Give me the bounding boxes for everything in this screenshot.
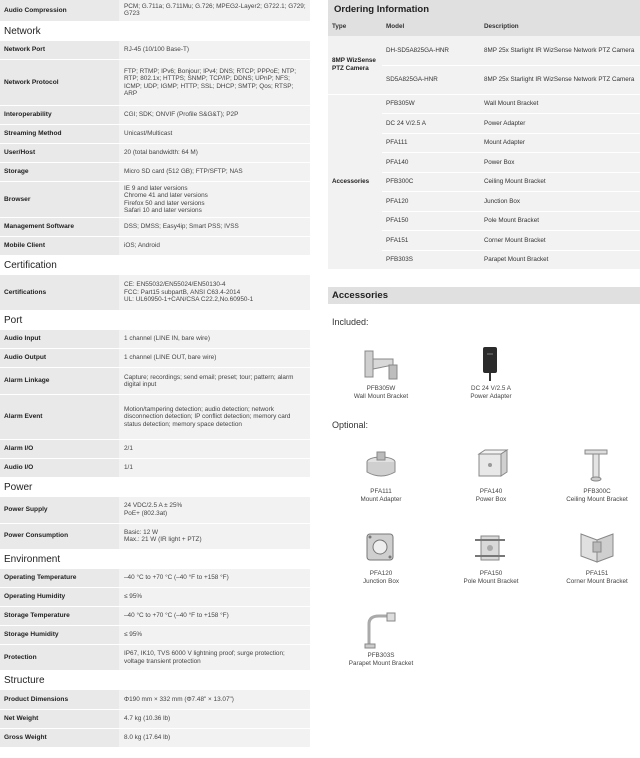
spec-row <box>0 41 310 60</box>
parapet-mount-icon <box>359 612 403 650</box>
description-cell: 8MP 25x Starlight IR WizSense Network PTZ Camera <box>480 65 640 94</box>
spec-label: Product Dimensions <box>0 690 119 709</box>
description-cell: Junction Box <box>480 192 640 212</box>
spec-value: 24 VDC/2.5 A ± 25% PoE+ (802.3at) <box>119 497 310 523</box>
accessory-name: Junction Box <box>362 577 400 585</box>
description-cell: Mount Adapter <box>480 133 640 153</box>
spec-label: Alarm Linkage <box>0 368 119 395</box>
model-cell: SD5A825GA-HNR <box>382 65 480 94</box>
spec-label: Alarm I/O <box>0 440 119 459</box>
section-title: Structure <box>4 675 45 686</box>
table-row <box>328 36 640 65</box>
spec-value: Capture; recordings; send email; preset; tour; pattern; alarm digital input <box>119 368 310 395</box>
spec-row <box>0 497 310 523</box>
spec-value: FTP; RTMP; IPv6; Bonjour; IPv4; DNS; RTCP; PPPoE; NTP; RTP; 802.1x; HTTPS; SNMP; TCP/IP; DDNS; UPnP; NFS; ICMP; UDP; IGMP; HTTP; SSL; DHCP; SMTP; Qos; RTSP; ARP <box>119 60 310 106</box>
spec-value: 1 channel (LINE OUT, bare wire) <box>119 349 310 368</box>
spec-table <box>0 41 310 257</box>
spec-row <box>0 523 310 549</box>
spec-value: 8.0 kg (17.64 lb) <box>119 728 310 747</box>
spec-label: Operating Humidity <box>0 588 119 607</box>
spec-table <box>0 275 310 311</box>
accessory-item <box>446 530 536 585</box>
accessory-name: Mount Adapter <box>360 495 402 503</box>
model-cell: PFB300C <box>382 172 480 192</box>
spec-value: ≤ 95% <box>119 588 310 607</box>
spec-table <box>0 497 310 550</box>
spec-row <box>0 0 310 21</box>
spec-table <box>0 330 310 479</box>
spec-label: Power Supply <box>0 497 119 523</box>
spec-value: ≤ 95% <box>119 626 310 645</box>
spec-row <box>0 349 310 368</box>
section-title: Environment <box>4 553 61 565</box>
ordering-column <box>328 0 640 667</box>
description-cell: Power Adapter <box>480 114 640 134</box>
accessory-name: Parapet Mount Bracket <box>348 659 414 667</box>
spec-value: Φ190 mm × 332 mm (Φ7.48" × 13.07") <box>119 690 310 709</box>
spec-row <box>0 690 310 709</box>
spec-value: –40 °C to +70 °C (–40 °F to +158 °F) <box>119 569 310 588</box>
spec-value: 4.7 kg (10.36 lb) <box>119 709 310 728</box>
spec-label: Power Consumption <box>0 523 119 549</box>
accessory-model: PFA150 <box>479 570 503 577</box>
accessory-item <box>336 448 426 503</box>
model-cell: PFA151 <box>382 231 480 251</box>
section-title: Network <box>4 25 41 37</box>
spec-row <box>0 163 310 182</box>
header-type: Type <box>328 18 382 36</box>
spec-value: 2/1 <box>119 440 310 459</box>
spec-label: Audio Output <box>0 349 119 368</box>
accessory-model: PFA111 <box>370 488 392 495</box>
spec-row <box>0 125 310 144</box>
spec-row <box>0 275 310 310</box>
spec-value: PCM; G.711a; G.711Mu; G.726; MPEG2-Layer2; G722.1; G729; G723 <box>119 0 310 21</box>
spec-label: Alarm Event <box>0 395 119 440</box>
spec-label: Net Weight <box>0 709 119 728</box>
model-cell: PFB305W <box>382 94 480 114</box>
ordering-header-row <box>328 18 640 36</box>
accessory-item <box>552 530 640 585</box>
spec-row <box>0 645 310 671</box>
spec-table <box>0 569 310 672</box>
spec-value: 1/1 <box>119 459 310 478</box>
model-cell: PFA140 <box>382 153 480 173</box>
model-cell: DH-SD5A825GA-HNR <box>382 36 480 65</box>
spec-table-top <box>0 0 310 22</box>
spec-label: Mobile Client <box>0 237 119 256</box>
accessory-model: PFA120 <box>369 570 393 577</box>
spec-label: Browser <box>0 182 119 218</box>
model-cell: PFA150 <box>382 211 480 231</box>
spec-label: Protection <box>0 645 119 671</box>
accessory-name: Power Box <box>475 495 507 503</box>
model-cell: PFB303S <box>382 250 480 270</box>
spec-row <box>0 60 310 106</box>
spec-row <box>0 144 310 163</box>
spec-row <box>0 106 310 125</box>
spec-row <box>0 459 310 478</box>
description-cell: Ceiling Mount Bracket <box>480 172 640 192</box>
spec-label: Storage Humidity <box>0 626 119 645</box>
spec-value: iOS; Android <box>119 237 310 256</box>
spec-label: Storage <box>0 163 119 182</box>
spec-value: 1 channel (LINE IN, bare wire) <box>119 330 310 349</box>
accessories-title: Accessories <box>328 287 640 304</box>
spec-value: –40 °C to +70 °C (–40 °F to +158 °F) <box>119 607 310 626</box>
spec-row <box>0 440 310 459</box>
section-title: Port <box>4 314 23 326</box>
model-cell: PFA111 <box>382 133 480 153</box>
spec-row <box>0 218 310 237</box>
power-adapter-icon <box>469 345 513 383</box>
spec-row <box>0 395 310 440</box>
spec-label: Network Port <box>0 41 119 60</box>
ordering-body <box>328 36 640 270</box>
model-cell: DC 24 V/2.5 A <box>382 114 480 134</box>
spec-row <box>0 626 310 645</box>
type-cell: 8MP WizSense PTZ Camera <box>328 36 382 94</box>
spec-row <box>0 237 310 256</box>
section-title: Certification <box>4 260 57 271</box>
accessory-name: Wall Mount Bracket <box>353 392 409 400</box>
spec-label: Certifications <box>0 275 119 310</box>
accessory-item <box>552 448 640 503</box>
accessory-item <box>336 530 426 585</box>
mount-adapter-icon <box>359 448 403 486</box>
spec-value: Unicast/Multicast <box>119 125 310 144</box>
spec-label: Interoperability <box>0 106 119 125</box>
spec-value: 20 (total bandwidth: 64 M) <box>119 144 310 163</box>
accessory-name: Power Adapter <box>470 392 512 400</box>
accessory-model: PFB303S <box>367 652 395 659</box>
spec-value: Basic: 12 W Max.: 21 W (IR light + PTZ) <box>119 523 310 549</box>
spec-label: Streaming Method <box>0 125 119 144</box>
spec-row <box>0 588 310 607</box>
accessory-item <box>336 612 426 667</box>
accessory-name: Pole Mount Bracket <box>463 577 519 585</box>
accessory-model: PFA151 <box>585 570 609 577</box>
power-box-icon <box>469 448 513 486</box>
accessory-item <box>446 345 536 400</box>
spec-row <box>0 368 310 395</box>
spec-label: Operating Temperature <box>0 569 119 588</box>
spec-label: Audio I/O <box>0 459 119 478</box>
junction-box-icon <box>359 530 403 568</box>
spec-sections <box>0 22 310 748</box>
spec-label: Management Software <box>0 218 119 237</box>
header-description: Description <box>480 18 640 36</box>
description-cell: Pole Mount Bracket <box>480 211 640 231</box>
ordering-table <box>328 18 640 270</box>
spec-row <box>0 728 310 747</box>
spec-value: CGI; SDK; ONVIF (Profile S&G&T); P2P <box>119 106 310 125</box>
accessory-model: DC 24 V/2.5 A <box>471 385 511 392</box>
optional-label: Optional: <box>332 420 369 430</box>
spec-row <box>0 569 310 588</box>
spec-value: CE: EN55032/EN55024/EN50130-4 FCC: Part15 subpartB, ANSI C63.4-2014 UL: UL60950-1+CAN/CSA C22.2,No.60950-1 <box>119 275 310 310</box>
corner-mount-icon <box>575 530 619 568</box>
spec-row <box>0 330 310 349</box>
spec-column <box>0 0 310 748</box>
spec-label: Audio Input <box>0 330 119 349</box>
description-cell: Corner Mount Bracket <box>480 231 640 251</box>
accessory-model: PFB300C <box>583 488 611 495</box>
description-cell: Parapet Mount Bracket <box>480 250 640 270</box>
model-cell: PFA120 <box>382 192 480 212</box>
spec-row <box>0 709 310 728</box>
description-cell: Wall Mount Bracket <box>480 94 640 114</box>
spec-value: RJ-45 (10/100 Base-T) <box>119 41 310 60</box>
accessory-name: Ceiling Mount Bracket <box>566 495 628 503</box>
spec-table <box>0 690 310 748</box>
spec-label: User/Host <box>0 144 119 163</box>
ceiling-mount-icon <box>575 448 619 486</box>
accessory-name: Corner Mount Bracket <box>566 577 628 585</box>
spec-value: Micro SD card (512 GB); FTP/SFTP; NAS <box>119 163 310 182</box>
spec-row <box>0 607 310 626</box>
accessory-model: PFB305W <box>366 385 396 392</box>
type-cell: Accessories <box>328 94 382 270</box>
description-cell: Power Box <box>480 153 640 173</box>
spec-label: Audio Compression <box>0 0 119 21</box>
spec-value: DSS; DMSS; Easy4ip; Smart PSS; IVSS <box>119 218 310 237</box>
description-cell: 8MP 25x Starlight IR WizSense Network PTZ Camera <box>480 36 640 65</box>
pole-mount-icon <box>469 530 513 568</box>
included-label: Included: <box>332 317 369 327</box>
accessory-model: PFA140 <box>479 488 503 495</box>
spec-label: Storage Temperature <box>0 607 119 626</box>
spec-value: IE 9 and later versions Chrome 41 and later versions Firefox 50 and later versions Safari 10 and later versions <box>119 182 310 218</box>
wall-mount-bracket-icon <box>359 345 403 383</box>
spec-row <box>0 182 310 218</box>
table-row <box>328 94 640 114</box>
spec-label: Gross Weight <box>0 728 119 747</box>
spec-value: Motion/tampering detection; audio detection; network disconnection detection; IP conflict detection; memory card status detection; memory space detection <box>119 395 310 440</box>
accessory-item <box>336 345 426 400</box>
spec-value: IP67, IK10, TVS 6000 V lightning proof; surge protection; voltage transient protection <box>119 645 310 671</box>
header-model: Model <box>382 18 480 36</box>
ordering-title: Ordering Information <box>328 0 640 18</box>
spec-label: Network Protocol <box>0 60 119 106</box>
section-title: Power <box>4 482 33 493</box>
accessory-item <box>446 448 536 503</box>
